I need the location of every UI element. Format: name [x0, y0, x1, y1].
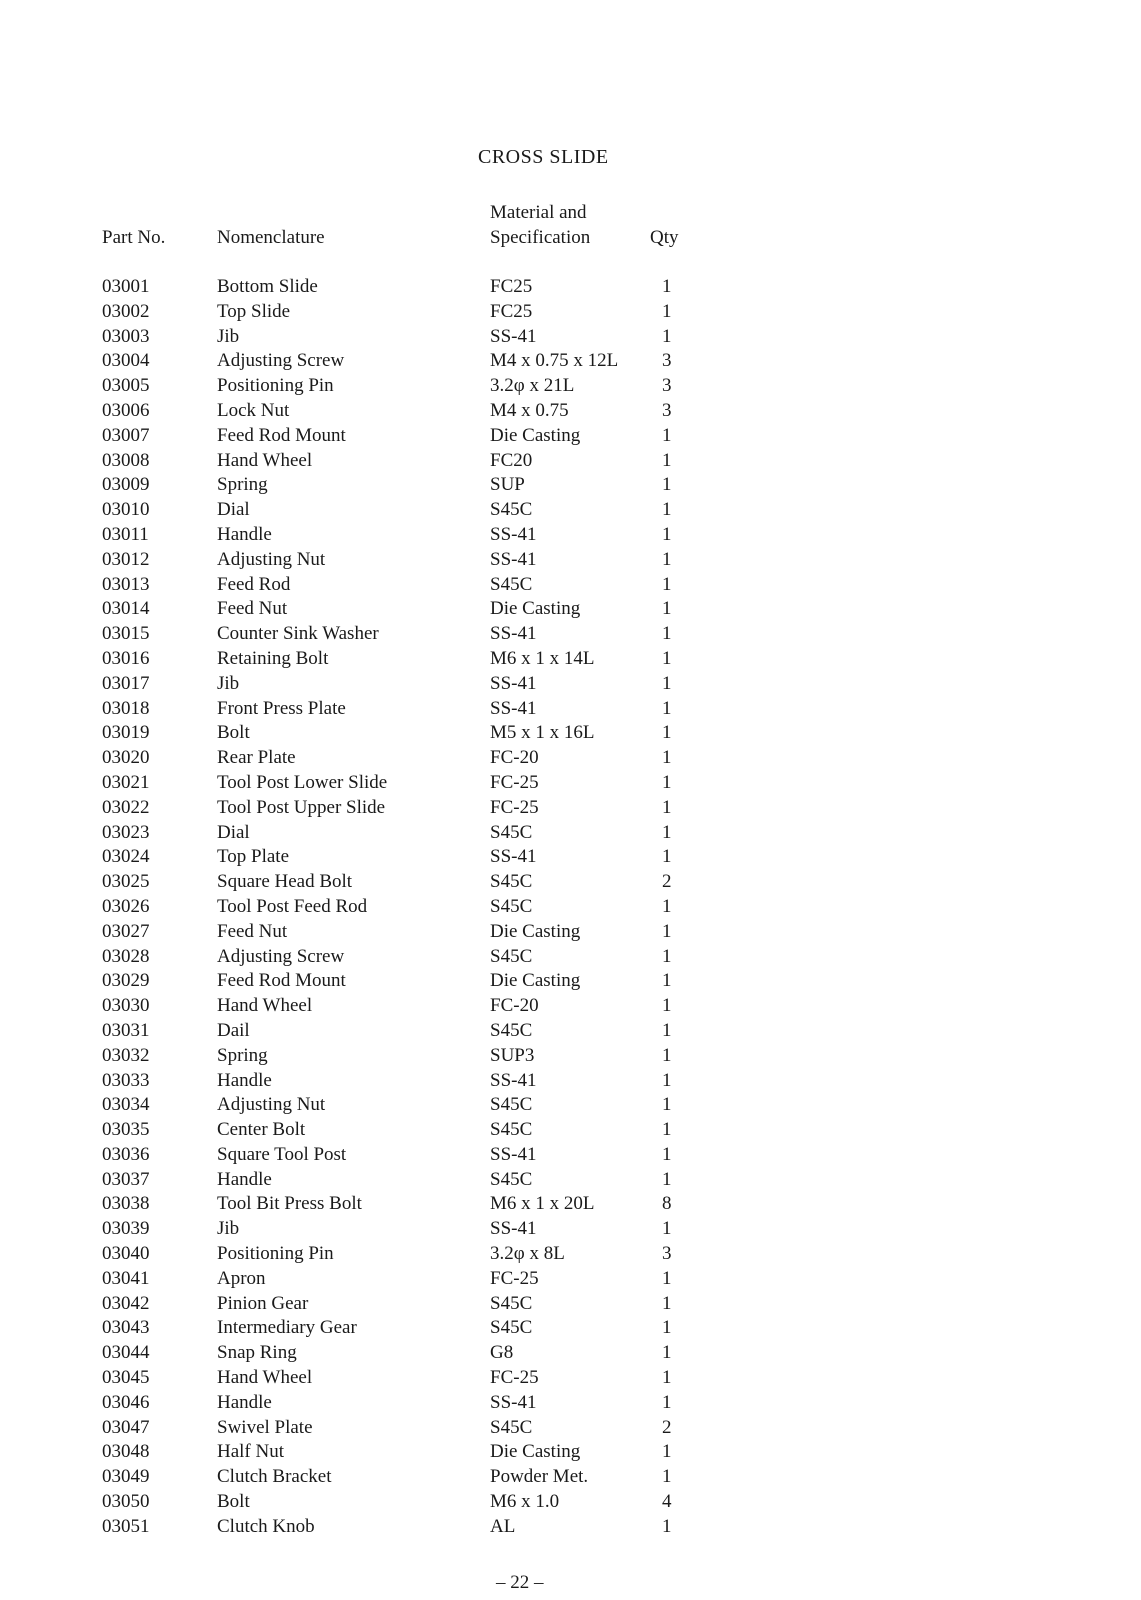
table-row [0, 895, 1141, 920]
qty-cell: 1 [662, 1069, 672, 1091]
qty-cell: 1 [662, 1342, 672, 1364]
part-number-cell: 03042 [102, 1292, 150, 1314]
table-row [0, 1192, 1141, 1217]
part-number-cell: 03010 [102, 499, 150, 521]
nomenclature-cell: Apron [217, 1267, 266, 1289]
nomenclature-cell: Swivel Plate [217, 1416, 313, 1438]
qty-cell: 1 [662, 1391, 672, 1413]
material-cell: SUP3 [490, 1044, 535, 1066]
qty-cell: 1 [662, 1143, 672, 1165]
qty-cell: 3 [662, 399, 672, 421]
nomenclature-cell: Tool Post Feed Rod [217, 895, 368, 917]
qty-cell: 1 [662, 598, 672, 620]
qty-cell: 1 [662, 325, 672, 347]
qty-cell: 1 [662, 424, 672, 446]
nomenclature-cell: Adjusting Nut [217, 1094, 326, 1116]
nomenclature-cell: Hand Wheel [217, 995, 313, 1017]
material-cell: Die Casting [490, 1441, 581, 1463]
qty-cell: 1 [662, 1119, 672, 1141]
qty-cell: 3 [662, 1243, 672, 1265]
part-number-cell: 03040 [102, 1243, 150, 1265]
table-row [0, 1093, 1141, 1118]
header-material-line2: Specification [490, 227, 591, 248]
material-cell: Die Casting [490, 970, 581, 992]
nomenclature-cell: Pinion Gear [217, 1292, 309, 1314]
material-cell: SS-41 [490, 623, 537, 645]
qty-cell: 1 [662, 747, 672, 769]
table-row [0, 821, 1141, 846]
table-row [0, 1440, 1141, 1465]
table-row [0, 647, 1141, 672]
nomenclature-cell: Snap Ring [217, 1342, 297, 1364]
nomenclature-cell: Tool Bit Press Bolt [217, 1193, 362, 1215]
material-cell: Die Casting [490, 920, 581, 942]
material-cell: SS-41 [490, 325, 537, 347]
nomenclature-cell: Half Nut [217, 1441, 285, 1463]
part-number-cell: 03004 [102, 350, 150, 372]
table-row [0, 746, 1141, 771]
table-row [0, 349, 1141, 374]
part-number-cell: 03023 [102, 821, 150, 843]
part-number-cell: 03048 [102, 1441, 150, 1463]
part-number-cell: 03045 [102, 1367, 150, 1389]
qty-cell: 1 [662, 771, 672, 793]
material-cell: S45C [490, 1292, 533, 1314]
table-row [0, 374, 1141, 399]
qty-cell: 1 [662, 796, 672, 818]
table-row [0, 523, 1141, 548]
nomenclature-cell: Dail [217, 1019, 250, 1041]
part-number-cell: 03025 [102, 871, 150, 893]
part-number-cell: 03020 [102, 747, 150, 769]
table-row [0, 1242, 1141, 1267]
material-cell: S45C [490, 573, 533, 595]
nomenclature-cell: Bolt [217, 722, 250, 744]
qty-cell: 1 [662, 647, 672, 669]
qty-cell: 2 [662, 1416, 672, 1438]
qty-cell: 1 [662, 1367, 672, 1389]
material-cell: FC-25 [490, 1367, 539, 1389]
table-row [0, 1366, 1141, 1391]
nomenclature-cell: Clutch Bracket [217, 1466, 332, 1488]
nomenclature-cell: Rear Plate [217, 747, 296, 769]
part-number-cell: 03035 [102, 1119, 150, 1141]
nomenclature-cell: Jib [217, 325, 240, 347]
part-number-cell: 03019 [102, 722, 150, 744]
table-row [0, 1168, 1141, 1193]
material-cell: S45C [490, 871, 533, 893]
nomenclature-cell: Intermediary Gear [217, 1317, 357, 1339]
qty-cell: 1 [662, 1168, 672, 1190]
part-number-cell: 03003 [102, 325, 150, 347]
part-number-cell: 03051 [102, 1515, 150, 1537]
qty-cell: 1 [662, 573, 672, 595]
material-cell: M6 x 1.0 [490, 1491, 560, 1513]
material-cell: SS-41 [490, 523, 537, 545]
qty-cell: 1 [662, 846, 672, 868]
material-cell: S45C [490, 1168, 533, 1190]
material-cell: S45C [490, 1416, 533, 1438]
material-cell: S45C [490, 945, 533, 967]
material-cell: Die Casting [490, 598, 581, 620]
nomenclature-cell: Center Bolt [217, 1119, 306, 1141]
nomenclature-cell: Lock Nut [217, 399, 290, 421]
nomenclature-cell: Clutch Knob [217, 1515, 315, 1537]
part-number-cell: 03037 [102, 1168, 150, 1190]
part-number-cell: 03001 [102, 276, 150, 297]
qty-cell: 1 [662, 1218, 672, 1240]
material-cell: S45C [490, 499, 533, 521]
table-row [0, 399, 1141, 424]
material-cell: SUP [490, 474, 525, 496]
material-cell: SS-41 [490, 548, 537, 570]
nomenclature-cell: Adjusting Nut [217, 548, 326, 570]
parts-table [0, 275, 1141, 1540]
table-row [0, 1217, 1141, 1242]
material-cell: S45C [490, 895, 533, 917]
material-cell: FC-25 [490, 1267, 539, 1289]
qty-cell: 1 [662, 1267, 672, 1289]
material-cell: S45C [490, 1119, 533, 1141]
table-row [0, 1515, 1141, 1540]
nomenclature-cell: Counter Sink Washer [217, 623, 379, 645]
part-number-cell: 03011 [102, 523, 149, 545]
qty-cell: 1 [662, 449, 672, 471]
nomenclature-cell: Handle [217, 1168, 272, 1190]
material-cell: FC25 [490, 300, 533, 322]
nomenclature-cell: Adjusting Screw [217, 350, 345, 372]
material-cell: SS-41 [490, 697, 537, 719]
material-cell: 3.2φ x 21L [490, 375, 575, 397]
material-cell: Die Casting [490, 424, 581, 446]
qty-cell: 1 [662, 995, 672, 1017]
header-material-line1: Material and [490, 202, 587, 223]
qty-cell: 2 [662, 871, 672, 893]
table-row [0, 275, 1141, 300]
qty-cell: 1 [662, 499, 672, 521]
part-number-cell: 03006 [102, 399, 150, 421]
nomenclature-cell: Tool Post Upper Slide [217, 796, 386, 818]
part-number-cell: 03028 [102, 945, 150, 967]
nomenclature-cell: Bottom Slide [217, 276, 318, 297]
material-cell: SS-41 [490, 846, 537, 868]
table-row [0, 300, 1141, 325]
qty-cell: 1 [662, 548, 672, 570]
nomenclature-cell: Feed Rod Mount [217, 424, 346, 446]
page-number: – 22 – [496, 1572, 544, 1593]
header-qty: Qty [650, 227, 679, 248]
table-row [0, 796, 1141, 821]
part-number-cell: 03008 [102, 449, 150, 471]
part-number-cell: 03044 [102, 1342, 150, 1364]
header-nomenclature: Nomenclature [217, 227, 325, 248]
part-number-cell: 03043 [102, 1317, 150, 1339]
qty-cell: 1 [662, 821, 672, 843]
part-number-cell: 03049 [102, 1466, 150, 1488]
table-row [0, 969, 1141, 994]
table-row [0, 1267, 1141, 1292]
qty-cell: 1 [662, 697, 672, 719]
material-cell: S45C [490, 1094, 533, 1116]
table-row [0, 622, 1141, 647]
table-row [0, 870, 1141, 895]
material-cell: M4 x 0.75 x 12L [490, 350, 619, 372]
table-row [0, 1069, 1141, 1094]
qty-cell: 1 [662, 1094, 672, 1116]
table-row [0, 920, 1141, 945]
part-number-cell: 03018 [102, 697, 150, 719]
part-number-cell: 03041 [102, 1267, 150, 1289]
nomenclature-cell: Top Slide [217, 300, 291, 322]
part-number-cell: 03024 [102, 846, 150, 868]
part-number-cell: 03021 [102, 771, 150, 793]
part-number-cell: 03030 [102, 995, 150, 1017]
table-row [0, 994, 1141, 1019]
part-number-cell: 03027 [102, 920, 150, 942]
material-cell: AL [490, 1515, 516, 1537]
part-number-cell: 03005 [102, 375, 150, 397]
table-row [0, 1019, 1141, 1044]
qty-cell: 1 [662, 474, 672, 496]
table-row [0, 1341, 1141, 1366]
table-row [0, 945, 1141, 970]
part-number-cell: 03046 [102, 1391, 150, 1413]
nomenclature-cell: Handle [217, 1069, 272, 1091]
table-row [0, 1143, 1141, 1168]
header-part-no: Part No. [102, 227, 166, 248]
nomenclature-cell: Feed Nut [217, 920, 288, 942]
nomenclature-cell: Hand Wheel [217, 1367, 313, 1389]
part-number-cell: 03032 [102, 1044, 150, 1066]
table-row [0, 1292, 1141, 1317]
material-cell: S45C [490, 1019, 533, 1041]
material-cell: SS-41 [490, 1218, 537, 1240]
table-row [0, 1465, 1141, 1490]
table-row [0, 325, 1141, 350]
qty-cell: 1 [662, 945, 672, 967]
part-number-cell: 03026 [102, 895, 150, 917]
material-cell: FC25 [490, 276, 533, 297]
nomenclature-cell: Spring [217, 1044, 268, 1066]
part-number-cell: 03039 [102, 1218, 150, 1240]
qty-cell: 1 [662, 1019, 672, 1041]
part-number-cell: 03007 [102, 424, 150, 446]
material-cell: M4 x 0.75 [490, 399, 569, 421]
table-row [0, 597, 1141, 622]
nomenclature-cell: Positioning Pin [217, 1243, 334, 1265]
table-row [0, 672, 1141, 697]
nomenclature-cell: Jib [217, 1218, 240, 1240]
part-number-cell: 03014 [102, 598, 150, 620]
table-row [0, 573, 1141, 598]
table-row [0, 771, 1141, 796]
part-number-cell: 03002 [102, 300, 150, 322]
nomenclature-cell: Top Plate [217, 846, 290, 868]
nomenclature-cell: Front Press Plate [217, 697, 346, 719]
qty-cell: 8 [662, 1193, 672, 1215]
part-number-cell: 03029 [102, 970, 150, 992]
qty-cell: 1 [662, 1441, 672, 1463]
nomenclature-cell: Feed Rod [217, 573, 291, 595]
table-row [0, 424, 1141, 449]
table-row [0, 473, 1141, 498]
material-cell: S45C [490, 821, 533, 843]
material-cell: FC-20 [490, 995, 539, 1017]
nomenclature-cell: Jib [217, 672, 240, 694]
qty-cell: 1 [662, 895, 672, 917]
nomenclature-cell: Square Tool Post [217, 1143, 347, 1165]
qty-cell: 1 [662, 523, 672, 545]
table-row [0, 1416, 1141, 1441]
material-cell: FC20 [490, 449, 533, 471]
nomenclature-cell: Handle [217, 1391, 272, 1413]
nomenclature-cell: Square Head Bolt [217, 871, 353, 893]
nomenclature-cell: Hand Wheel [217, 449, 313, 471]
qty-cell: 1 [662, 300, 672, 322]
qty-cell: 1 [662, 1466, 672, 1488]
material-cell: M5 x 1 x 16L [490, 722, 595, 744]
material-cell: S45C [490, 1317, 533, 1339]
nomenclature-cell: Spring [217, 474, 268, 496]
qty-cell: 3 [662, 350, 672, 372]
qty-cell: 1 [662, 623, 672, 645]
material-cell: SS-41 [490, 1069, 537, 1091]
part-number-cell: 03022 [102, 796, 150, 818]
part-number-cell: 03016 [102, 647, 150, 669]
part-number-cell: 03036 [102, 1143, 150, 1165]
part-number-cell: 03012 [102, 548, 150, 570]
table-row [0, 721, 1141, 746]
nomenclature-cell: Handle [217, 523, 272, 545]
material-cell: FC-25 [490, 796, 539, 818]
table-row [0, 697, 1141, 722]
material-cell: SS-41 [490, 1143, 537, 1165]
material-cell: M6 x 1 x 20L [490, 1193, 595, 1215]
material-cell: G8 [490, 1342, 514, 1364]
table-row [0, 449, 1141, 474]
qty-cell: 1 [662, 672, 672, 694]
qty-cell: 1 [662, 1044, 672, 1066]
nomenclature-cell: Retaining Bolt [217, 647, 329, 669]
part-number-cell: 03034 [102, 1094, 150, 1116]
nomenclature-cell: Adjusting Screw [217, 945, 345, 967]
part-number-cell: 03009 [102, 474, 150, 496]
qty-cell: 1 [662, 920, 672, 942]
qty-cell: 1 [662, 276, 672, 297]
nomenclature-cell: Feed Nut [217, 598, 288, 620]
part-number-cell: 03047 [102, 1416, 150, 1438]
table-row [0, 498, 1141, 523]
part-number-cell: 03033 [102, 1069, 150, 1091]
table-row [0, 1316, 1141, 1341]
part-number-cell: 03050 [102, 1491, 150, 1513]
material-cell: FC-25 [490, 771, 539, 793]
page-title: CROSS SLIDE [478, 146, 609, 168]
part-number-cell: 03013 [102, 573, 150, 595]
header-material [490, 200, 590, 250]
table-row [0, 548, 1141, 573]
qty-cell: 1 [662, 970, 672, 992]
qty-cell: 1 [662, 1515, 672, 1537]
part-number-cell: 03031 [102, 1019, 150, 1041]
qty-cell: 1 [662, 1292, 672, 1314]
material-cell: M6 x 1 x 14L [490, 647, 595, 669]
nomenclature-cell: Dial [217, 499, 250, 521]
material-cell: FC-20 [490, 747, 539, 769]
table-row [0, 1490, 1141, 1515]
nomenclature-cell: Positioning Pin [217, 375, 334, 397]
part-number-cell: 03015 [102, 623, 150, 645]
nomenclature-cell: Tool Post Lower Slide [217, 771, 388, 793]
table-row [0, 1391, 1141, 1416]
qty-cell: 4 [662, 1491, 672, 1513]
nomenclature-cell: Bolt [217, 1491, 250, 1513]
material-cell: SS-41 [490, 672, 537, 694]
qty-cell: 1 [662, 1317, 672, 1339]
table-row [0, 1118, 1141, 1143]
nomenclature-cell: Dial [217, 821, 250, 843]
part-number-cell: 03017 [102, 672, 150, 694]
material-cell: Powder Met. [490, 1466, 589, 1488]
nomenclature-cell: Feed Rod Mount [217, 970, 346, 992]
part-number-cell: 03038 [102, 1193, 150, 1215]
qty-cell: 1 [662, 722, 672, 744]
table-row [0, 1044, 1141, 1069]
qty-cell: 3 [662, 375, 672, 397]
material-cell: SS-41 [490, 1391, 537, 1413]
material-cell: 3.2φ x 8L [490, 1243, 565, 1265]
table-row [0, 845, 1141, 870]
